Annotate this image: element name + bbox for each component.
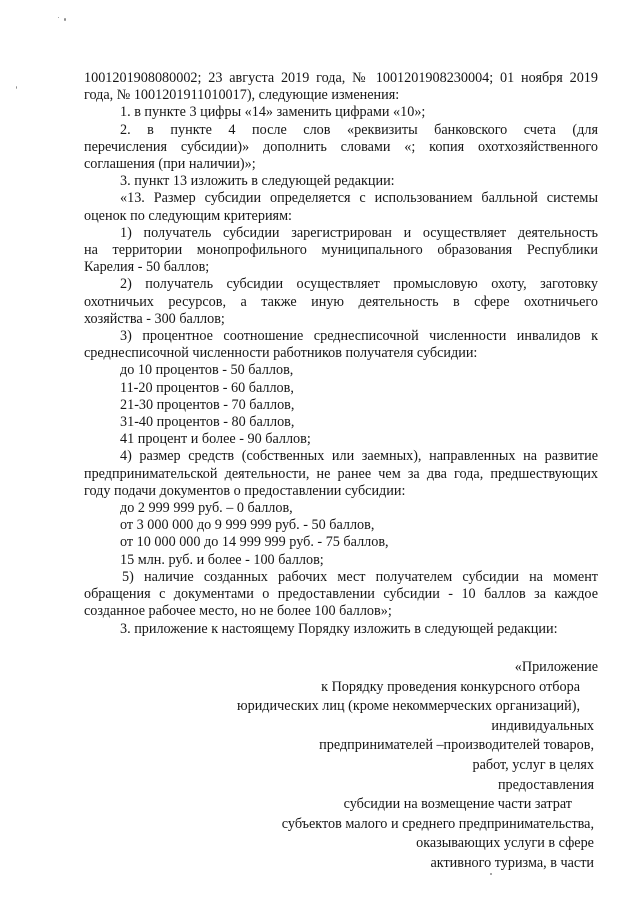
text-line: 11-20 процентов - 60 баллов, (120, 379, 294, 396)
appendix-line: активного туризма, в части (430, 854, 594, 871)
appendix-line: работ, услуг в целях (472, 756, 594, 773)
text-line: 3. приложение к настоящему Порядку изложить в следующей редакции: (120, 620, 558, 637)
scan-speck (16, 86, 17, 89)
text-line: до 10 процентов - 50 баллов, (120, 362, 294, 379)
text-line: до 2 999 999 руб. – 0 баллов, (120, 500, 293, 517)
text-line: 15 млн. руб. и более - 100 баллов; (120, 551, 324, 568)
appendix-line: оказывающих услуги в сфере (416, 835, 594, 852)
appendix-line: субъектов малого и среднего предпринимательства, (281, 815, 594, 832)
text-line: 2. в пункте 4 после слов «реквизиты банковского счета (для (120, 121, 598, 138)
text-line: 3) процентное соотношение среднесписочной численности инвалидов к (120, 328, 598, 345)
scan-speck (58, 17, 59, 18)
text-line: среднесписочной численности работников получателя субсидии: (84, 345, 478, 362)
text-line: от 3 000 000 до 9 999 999 руб. - 50 баллов, (120, 517, 375, 534)
text-line: 2) получатель субсидии осуществляет промысловую охоту, заготовку (120, 276, 598, 293)
text-line: 1) получатель субсидии зарегистрирован и осуществляет деятельность (120, 224, 598, 241)
text-line: 31-40 процентов - 80 баллов, (120, 414, 295, 431)
text-line: 1. в пункте 3 цифры «14» заменить цифрами «10»; (120, 104, 426, 121)
text-line: оценок по следующим критериям: (84, 207, 292, 224)
appendix-line: юридических лиц (кроме некоммерческих организаций), (237, 698, 580, 715)
text-line: году подачи документов о предоставлении субсидии: (84, 482, 406, 499)
text-line: хозяйства - 300 баллов; (84, 310, 225, 327)
appendix-line: к Порядку проведения конкурсного отбора (321, 678, 580, 695)
text-line: 5) наличие созданных рабочих мест получателем субсидии на момент (122, 568, 598, 585)
text-line: обращения с документами о предоставлении субсидии - 10 баллов за каждое (84, 586, 598, 603)
text-line: охотничьих ресурсов, а также иную деятельность в сфере охотничьего (84, 293, 598, 310)
text-line: соглашения (при наличии)»; (84, 156, 256, 173)
text-line: перечисления субсидии)» дополнить словами «; копия охотхозяйственного (84, 138, 598, 155)
text-line: предпринимательской деятельности, не ранее чем за два года, предшествующих (84, 465, 598, 482)
text-line: Карелия - 50 баллов; (84, 259, 210, 276)
text-line: «13. Размер субсидии определяется с использованием балльной системы (120, 190, 598, 207)
text-line: года, № 1001201911010017), следующие изменения: (84, 87, 400, 104)
appendix-line: «Приложение (514, 659, 598, 675)
appendix-heading (138, 658, 598, 874)
scan-speck (64, 18, 66, 21)
text-line: от 10 000 000 до 14 999 999 руб. - 75 баллов, (120, 534, 389, 551)
text-line: созданное рабочее место, но не более 100 баллов»; (84, 603, 392, 620)
appendix-line: предпринимателей –производителей товаров, (319, 737, 594, 754)
text-line: на территории монопрофильного муниципального образования Республики (84, 242, 598, 259)
text-line: 21-30 процентов - 70 баллов, (120, 396, 295, 413)
appendix-line: субсидии на возмещение части затрат (343, 796, 572, 813)
text-line: 1001201908080002; 23 августа 2019 года, № 1001201908230004; 01 ноября 2019 (84, 70, 598, 86)
text-line: 3. пункт 13 изложить в следующей редакции: (120, 173, 395, 190)
text-line: 41 процент и более - 90 баллов; (120, 431, 311, 448)
text-line: 4) размер средств (собственных или заемных), направленных на развитие (120, 448, 598, 465)
document-body (84, 70, 598, 638)
appendix-line: индивидуальных (491, 717, 594, 734)
appendix-line: предоставления (497, 776, 594, 793)
